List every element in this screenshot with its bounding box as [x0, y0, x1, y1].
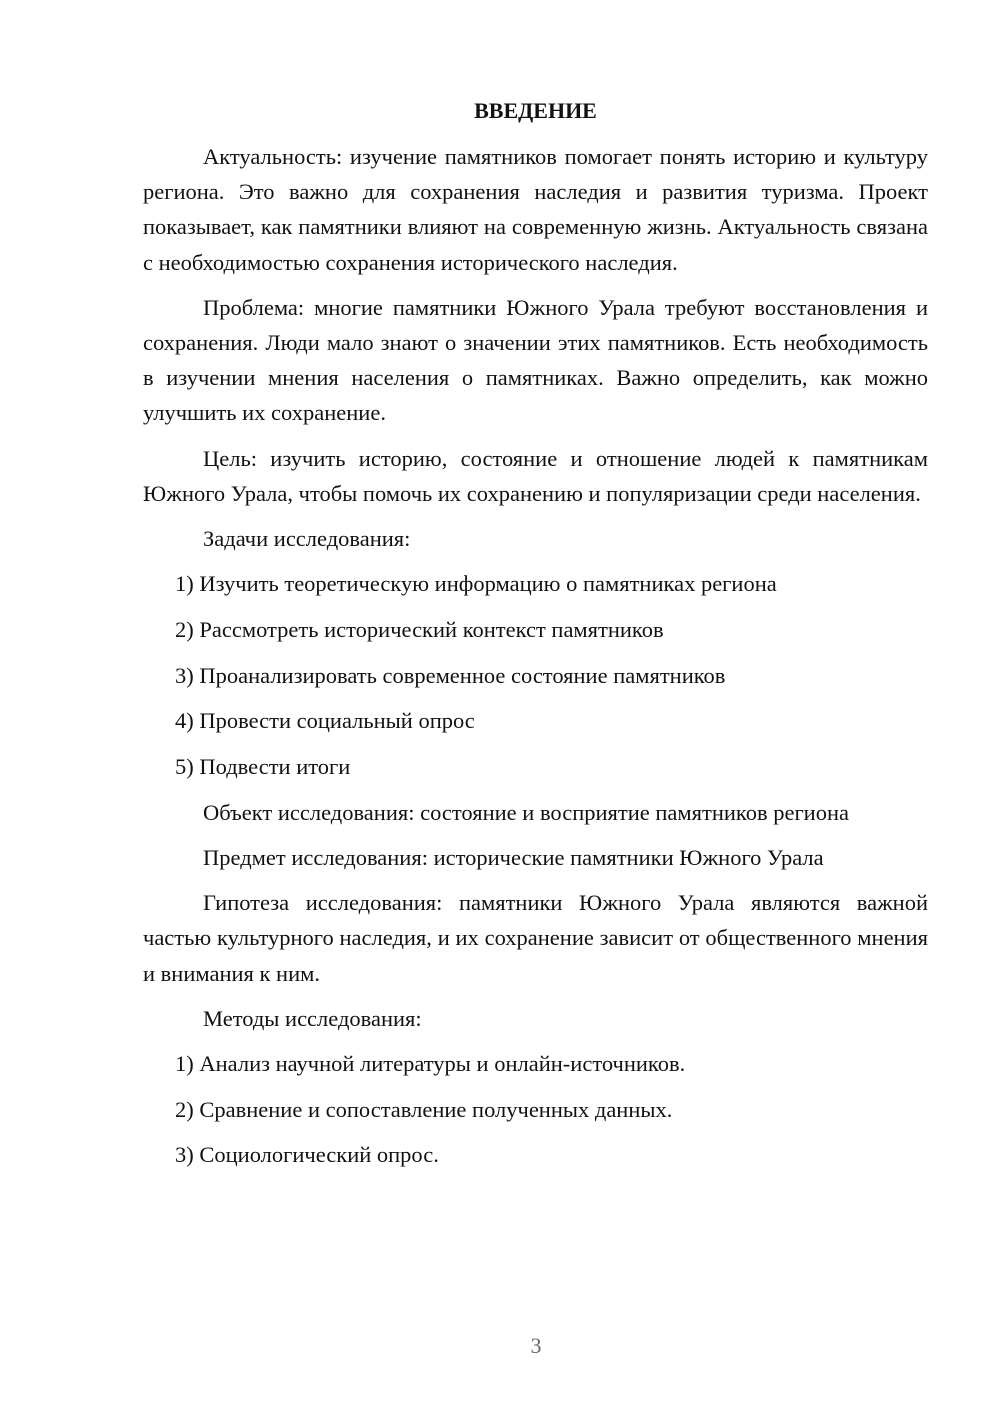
relevance-paragraph: Актуальность: изучение памятников помогает понять историю и культуру региона. Это важно для сохранения наследия и развития туризма. Проект показывает, как памятники влияют на современную жизнь. Актуальность связана с необходимостью сохранения исторического наследия. [143, 144, 928, 275]
method-item: 3) Социологический опрос. [175, 1142, 439, 1168]
task-item: 5) Подвести итоги [175, 754, 351, 780]
page-title: ВВЕДЕНИЕ [474, 98, 597, 123]
method-item: 2) Сравнение и сопоставление полученных данных. [175, 1096, 673, 1122]
tasks-heading: Задачи исследования: [203, 526, 411, 552]
task-item: 1) Изучить теоретическую информацию о памятниках региона [175, 571, 777, 597]
task-item: 2) Рассмотреть исторический контекст памятников [175, 616, 664, 642]
page-content [143, 95, 928, 1183]
task-item: 3) Проанализировать современное состояние памятников [175, 662, 726, 688]
methods-list [143, 1046, 928, 1173]
goal-paragraph: Цель: изучить историю, состояние и отношение людей к памятникам Южного Урала, чтобы помочь их сохранению и популяризации среди населения. [143, 445, 928, 506]
methods-heading: Методы исследования: [203, 1005, 422, 1031]
task-item: 4) Провести социальный опрос [175, 708, 475, 734]
method-item: 1) Анализ научной литературы и онлайн-источников. [175, 1050, 686, 1076]
tasks-list [143, 566, 928, 784]
hypothesis-paragraph: Гипотеза исследования: памятники Южного Урала являются важной частью культурного наследия, и их сохранение зависит от общественного мнения и внимания к ним. [143, 890, 928, 986]
page-number: 3 [530, 1333, 542, 1358]
problem-paragraph: Проблема: многие памятники Южного Урала требуют восстановления и сохранения. Люди мало знают о значении этих памятников. Есть необходимость в изучении мнения населения о памятниках. Важно определить, как можно улучшить их сохранение. [143, 294, 928, 426]
subject-paragraph: Предмет исследования: исторические памятники Южного Урала [203, 844, 824, 870]
object-paragraph: Объект исследования: состояние и восприятие памятников региона [203, 799, 849, 825]
